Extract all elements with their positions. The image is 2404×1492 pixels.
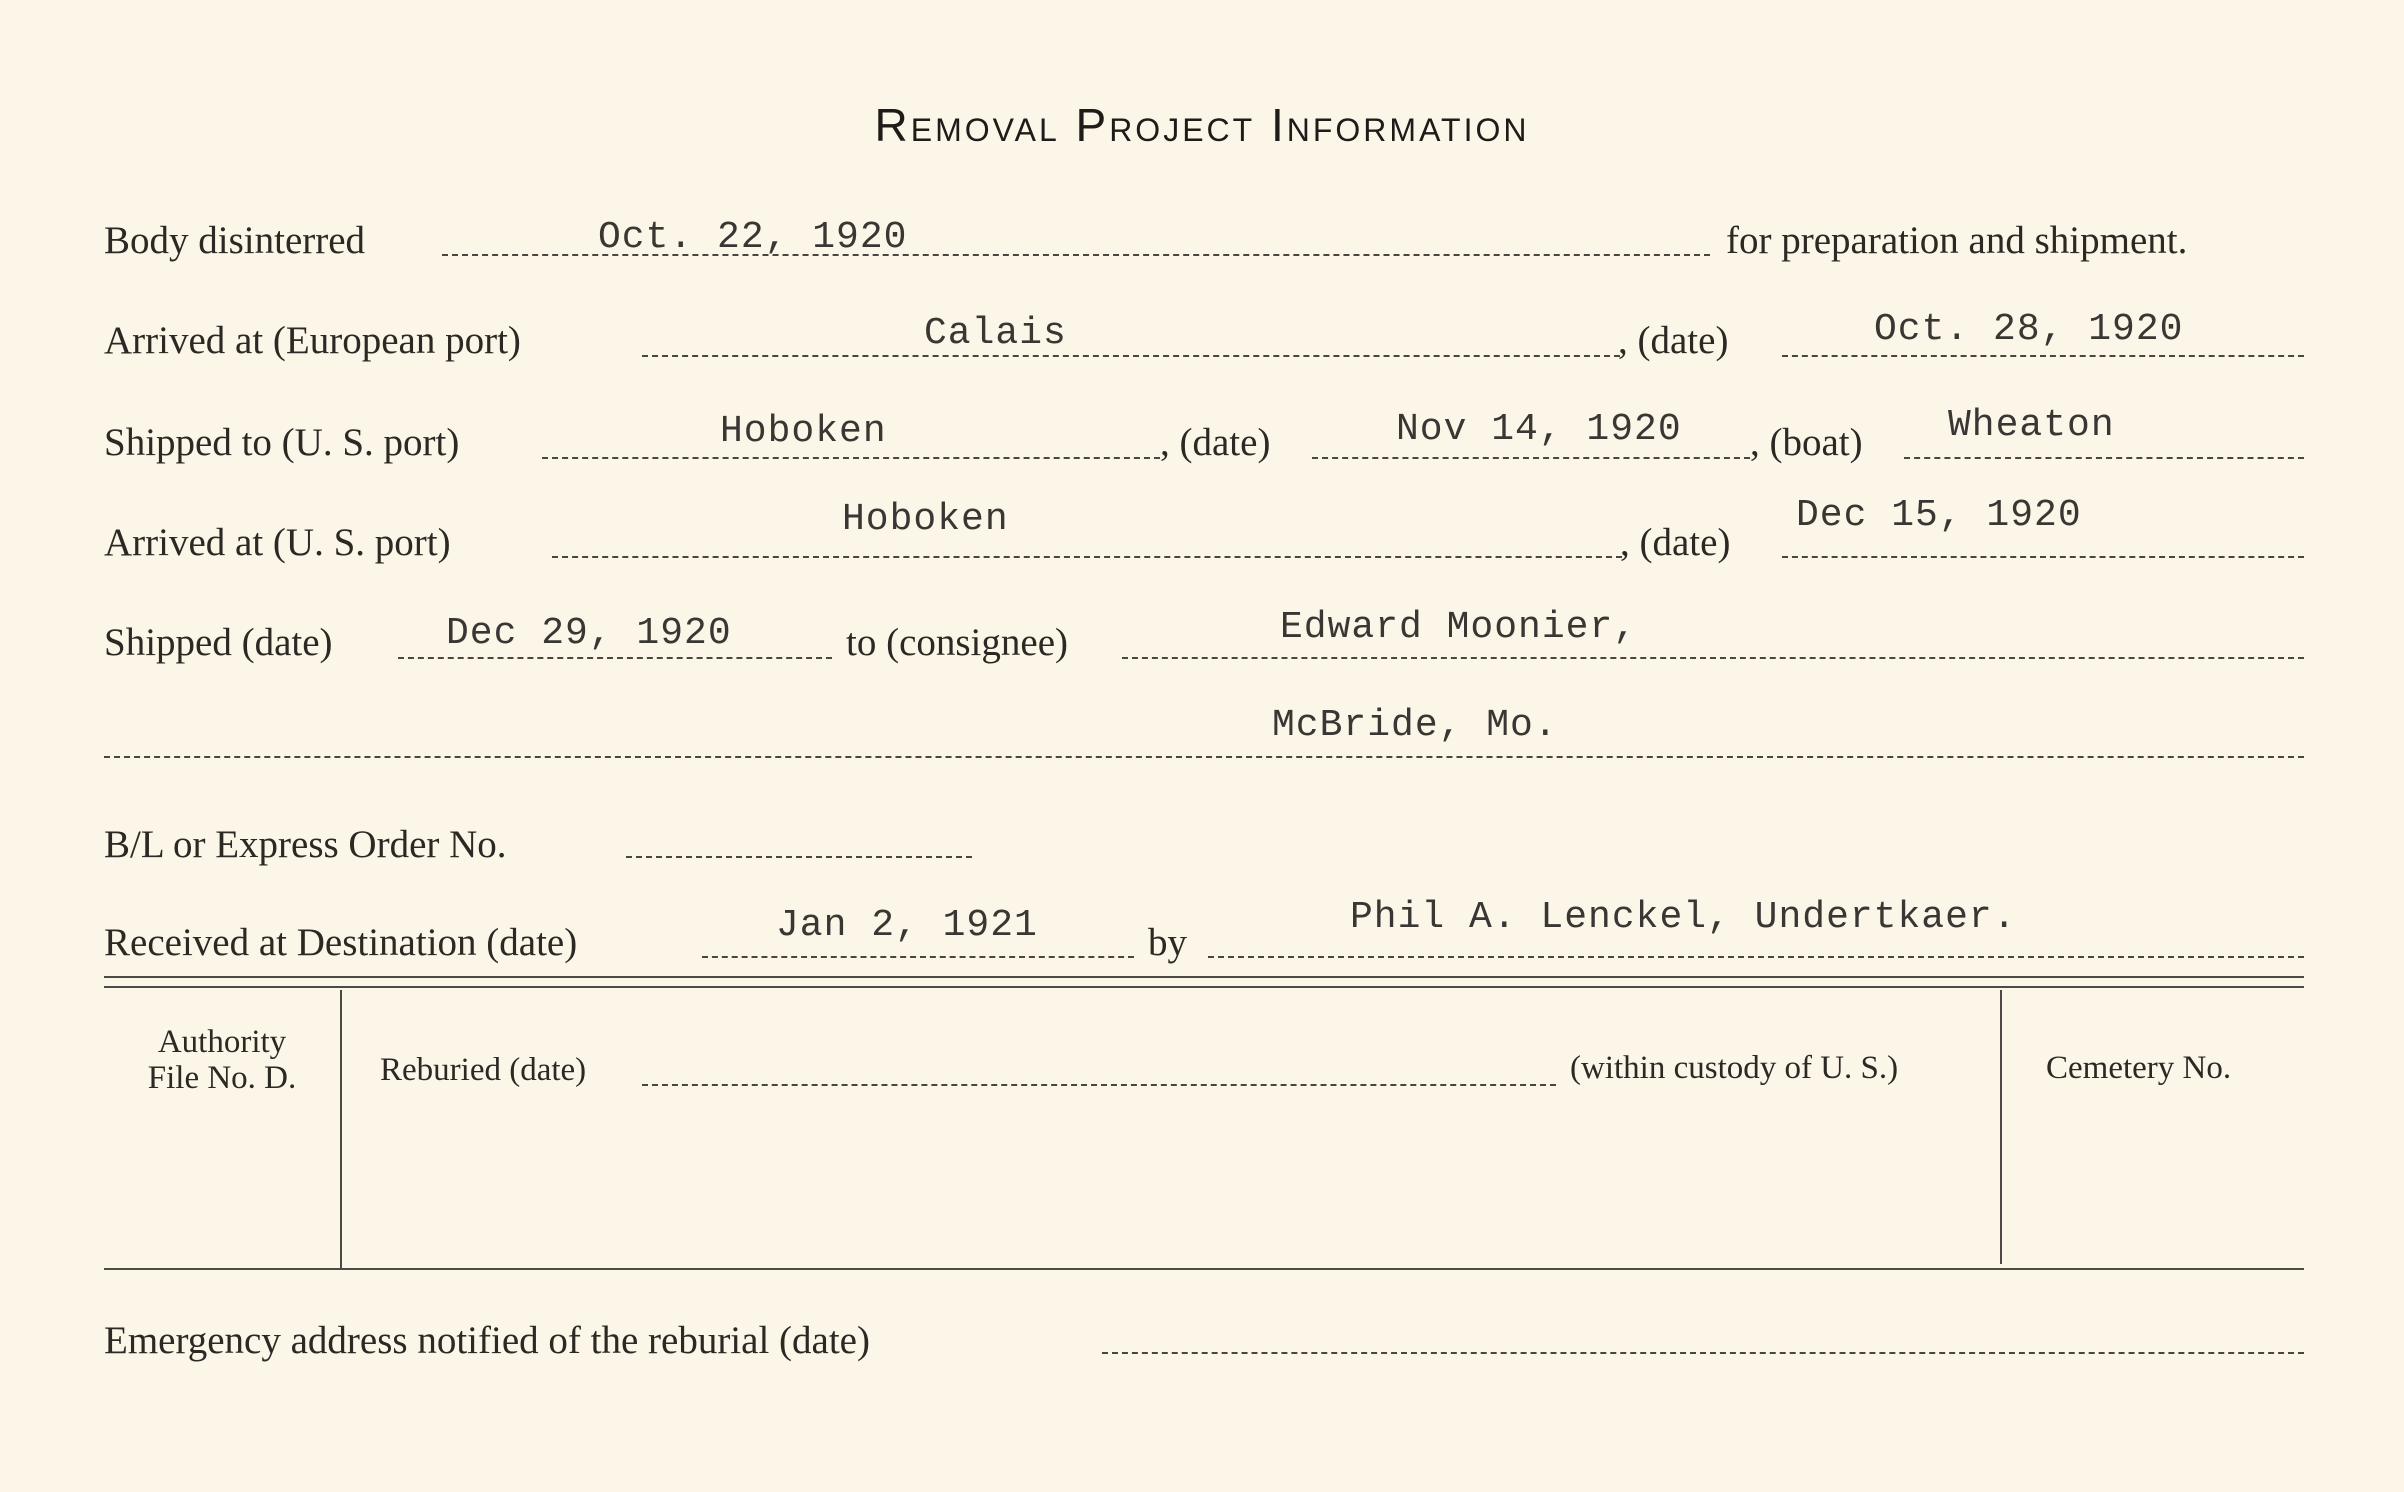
reburied-line [642,1084,1556,1086]
shipped-us-boat-label: , (boat) [1750,421,1863,464]
arrived-european-port-line [642,355,1620,357]
consignee-value-2: McBride, Mo. [1272,704,1558,747]
arrived-european-date-label: , (date) [1618,319,1729,362]
consignee-label: to (consignee) [846,621,1069,664]
received-by-line [1208,956,2304,958]
emergency-line [1102,1352,2304,1354]
box-top-rule-2 [104,986,2304,988]
received-date-value: Jan 2, 1921 [776,904,1038,947]
arrived-european-port-value: Calais [924,312,1067,355]
arrived-us-date-value: Dec 15, 1920 [1796,494,2082,537]
received-by-value: Phil A. Lenckel, Undertkaer. [1350,896,2017,939]
consignee-line [1122,657,2304,659]
shipped-date-label: Shipped (date) [104,621,333,664]
received-label: Received at Destination (date) [104,921,578,964]
box-bottom-rule [104,1268,2304,1270]
custody-label: (within custody of U. S.) [1570,1050,1899,1086]
card-title: Removal Project Information [874,99,1530,151]
arrived-european-date-line [1782,355,2304,357]
arrived-us-port-line [552,556,1622,558]
arrived-us-label: Arrived at (U. S. port) [104,521,451,564]
received-by-label: by [1148,921,1187,964]
emergency-label: Emergency address notified of the reburial (date) [104,1319,870,1362]
shipped-us-date-value: Nov 14, 1920 [1396,408,1682,451]
shipped-us-label: Shipped to (U. S. port) [104,421,460,464]
cemetery-label: Cemetery No. [2046,1050,2232,1086]
arrived-european-date-value: Oct. 28, 1920 [1874,308,2184,351]
received-date-line [702,956,1134,958]
shipped-us-port-line [542,457,1160,459]
arrived-us-date-line [1782,556,2304,558]
authority-label-line-1: Authority [157,1024,287,1060]
bl-order-line [626,856,972,858]
bl-order-label: B/L or Express Order No. [104,823,507,866]
consignee-line-2 [104,756,2304,758]
shipped-us-date-label: , (date) [1160,421,1271,464]
body-disinterred-suffix: for preparation and shipment. [1726,219,2188,262]
box-top-rule-1 [104,976,2304,978]
shipped-us-date-line [1312,457,1750,459]
arrived-us-port-value: Hoboken [842,498,1009,541]
shipped-us-boat-value: Wheaton [1948,404,2115,447]
authority-label-line-2: File No. D. [147,1060,297,1096]
box-divider-right [2000,990,2002,1264]
arrived-european-label: Arrived at (European port) [104,319,521,362]
shipped-date-line [398,657,832,659]
shipped-us-boat-line [1904,457,2304,459]
shipped-date-value: Dec 29, 1920 [446,612,732,655]
shipped-us-port-value: Hoboken [720,410,887,453]
body-disinterred-value: Oct. 22, 1920 [598,216,908,259]
reburied-label: Reburied (date) [380,1052,587,1088]
authority-label [112,1024,332,1096]
body-disinterred-label: Body disinterred [104,219,366,262]
arrived-us-date-label: , (date) [1620,521,1731,564]
box-divider-left [340,990,342,1270]
consignee-value: Edward Moonier, [1280,606,1638,649]
